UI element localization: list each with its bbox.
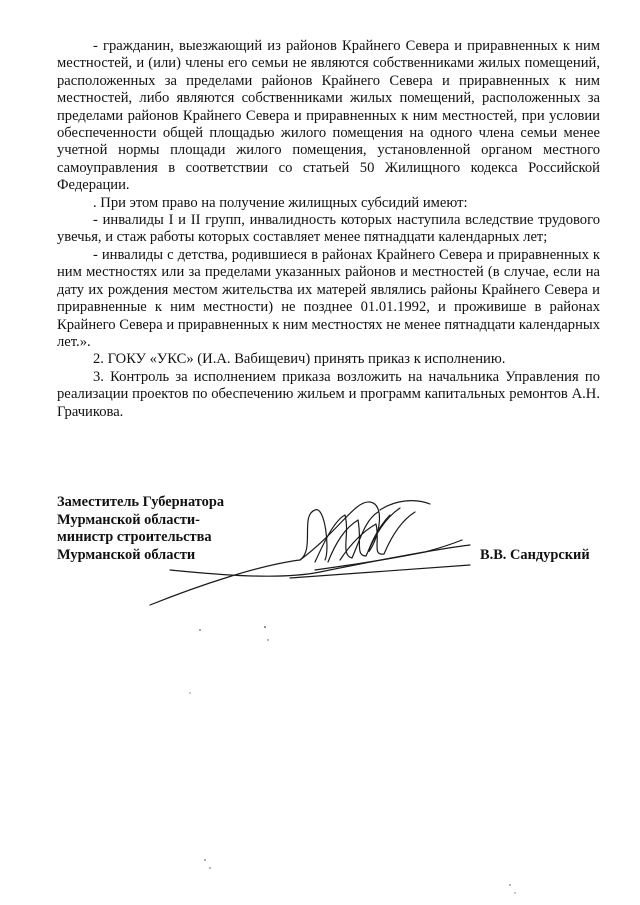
paragraph-citizen-condition: - гражданин, выезжающий из районов Крайнего Севера и приравненных к ним местностей, и (или) члены его семьи не являются собственниками жилых помещений, расположенных за пределами районов Крайнего Севера и приравненных к ним местностей, либо являются собственниками жилых помещений, расположенных за пределами районов Крайнего Севера и приравненных к ним местностей, при условии обеспеченности общей площадью жилого помещения на одного члена семьи менее учетной нормы площади жилого помещения, установленной органом местного самоуправления в соответствии со статьей 50 Жилищного кодекса Российской Федерации. <box>57 38 600 194</box>
paragraph-subsidy-right: . При этом право на получение жилищных субсидий имеют: <box>93 194 468 211</box>
paragraph-disabled-childhood: - инвалиды с детства, родившиеся в районах Крайнего Севера и приравненных к ним местностях или за пределами указанных районов и местностей (в случае, если на дату их рождения местом жительства их матерей являлись районы Крайнего Севера и приравненные к ним местности) не позднее 01.01.1992, и проживише в районах Крайнего Севера и приравненных к ним местностях не менее пятнадцати календарных лет.». <box>57 246 600 350</box>
signatory-title-line-2: Мурманской области- <box>57 511 200 528</box>
signatory-title-line-1: Заместитель Губернатора <box>57 494 225 510</box>
paragraph-order-execution: 2. ГОКУ «УКС» (И.А. Вабищевич) принять приказ к исполнению. <box>93 351 506 368</box>
paragraph-disabled-groups: - инвалиды I и II групп, инвалидность которых наступила вследствие трудового увечья, и стаж работы которых составляет менее пятнадцати календарных лет; <box>57 212 600 246</box>
signatory-name: В.В. Сандурский <box>480 547 590 563</box>
signatory-title-line-4: Мурманской области <box>57 546 196 563</box>
document-body <box>57 38 600 421</box>
paragraph-control: 3. Контроль за исполнением приказа возложить на начальника Управления по реализации проектов по обеспечению жильем и программ капитальных ремонтов А.Н. Грачикова. <box>57 368 600 420</box>
handwritten-signature <box>140 490 480 610</box>
signatory-title-line-3: министр строительства <box>57 529 212 546</box>
